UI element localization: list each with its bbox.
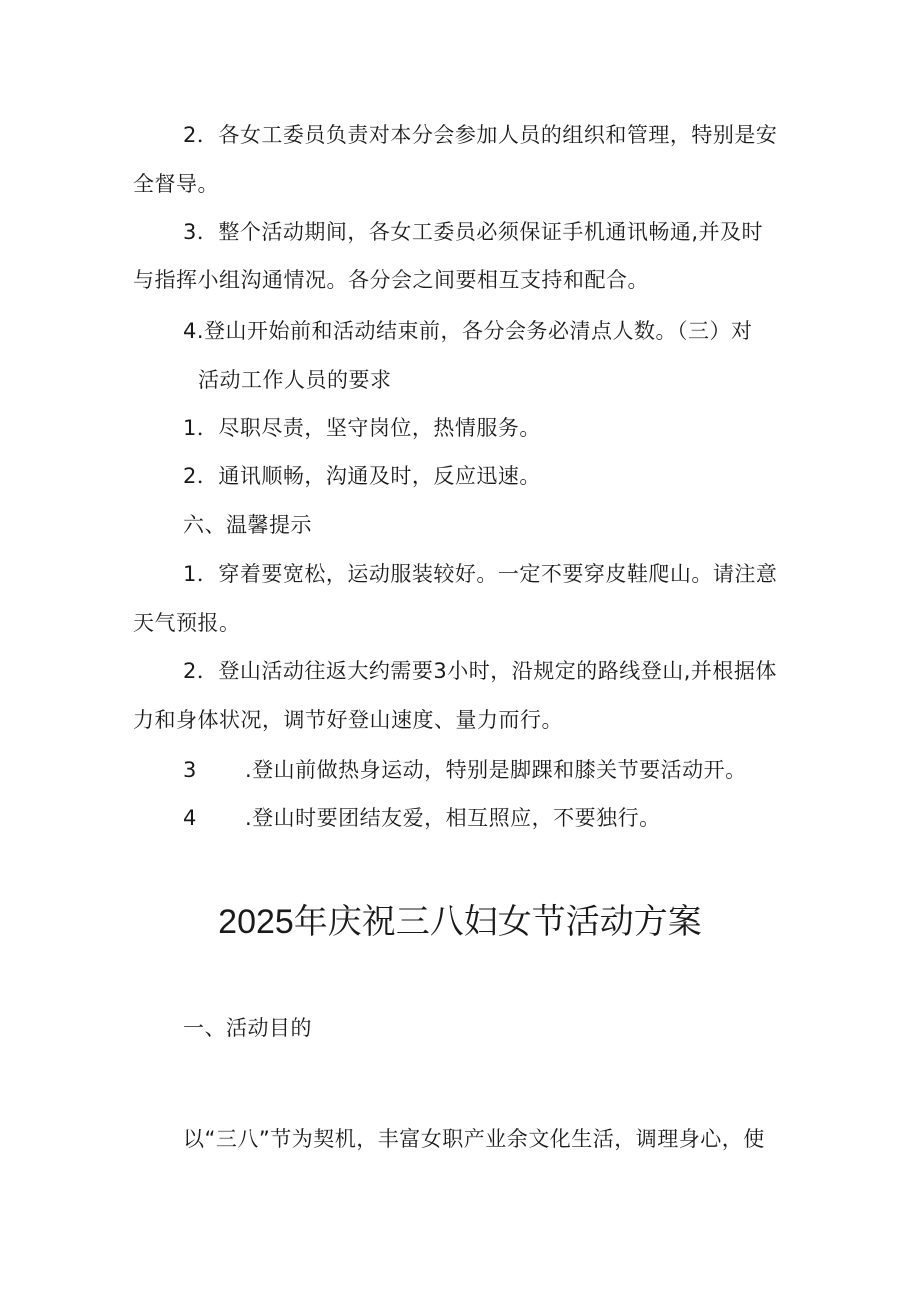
list-number: 2 bbox=[183, 123, 197, 147]
paragraph-line bbox=[183, 657, 777, 685]
paragraph-line bbox=[133, 706, 563, 734]
paragraph-line bbox=[183, 317, 753, 345]
paragraph-line bbox=[183, 218, 763, 246]
paragraph-line bbox=[183, 804, 661, 832]
paragraph-text: .登山时要团结友爱，相互照应，不要独行。 bbox=[245, 806, 661, 830]
paragraph-text: 六、温馨提示 bbox=[183, 513, 312, 537]
list-number: 3 bbox=[183, 220, 197, 244]
section-heading bbox=[183, 511, 312, 539]
paragraph-text: 全督导。 bbox=[133, 172, 219, 196]
paragraph-line bbox=[198, 366, 392, 394]
paragraph-line bbox=[183, 462, 541, 490]
list-number: 4 bbox=[183, 806, 197, 830]
list-number: 1 bbox=[183, 416, 197, 440]
paragraph-text: 活动工作人员的要求 bbox=[198, 368, 392, 392]
paragraph-text: 与指挥小组沟通情况。各分会之间要相互支持和配合。 bbox=[133, 268, 649, 292]
list-number: 1 bbox=[183, 562, 197, 586]
paragraph-text: ．各女工委员负责对本分会参加人员的组织和管理，特别是安 bbox=[196, 123, 778, 147]
paragraph-text: 4.登山开始前和活动结束前，各分会务必清点人数。（三）对 bbox=[183, 319, 753, 343]
paragraph-line bbox=[183, 560, 777, 588]
paragraph-text: ．穿着要宽松，运动服装较好。一定不要穿皮鞋爬山。请注意 bbox=[196, 562, 778, 586]
paragraph-line bbox=[183, 756, 747, 784]
section-heading: 一、活动目的 bbox=[183, 1016, 312, 1040]
paragraph-line: 以“三八”节为契机，丰富女职产业余文化生活，调理身心，使 bbox=[183, 1127, 765, 1151]
paragraph-line bbox=[133, 170, 219, 198]
paragraph-text: ．整个活动期间，各女工委员必须保证手机通讯畅通,并及时 bbox=[196, 220, 764, 244]
paragraph-text: 天气预报。 bbox=[133, 611, 241, 635]
paragraph-text: .登山前做热身运动，特别是脚踝和膝关节要活动开。 bbox=[245, 758, 747, 782]
paragraph-text: ．通讯顺畅，沟通及时，反应迅速。 bbox=[196, 464, 541, 488]
list-number: 2 bbox=[183, 659, 197, 683]
paragraph-line bbox=[133, 266, 649, 294]
paragraph-line bbox=[183, 121, 777, 149]
paragraph-line bbox=[133, 609, 241, 637]
list-number: 2 bbox=[183, 464, 197, 488]
document-title: 2025年庆祝三八妇女节活动方案 bbox=[218, 903, 702, 941]
paragraph-text: ．登山活动往返大约需要3小时，沿规定的路线登山,并根据体 bbox=[196, 659, 777, 683]
paragraph-text: ．尽职尽责，坚守岗位，热情服务。 bbox=[196, 416, 541, 440]
paragraph-text: 力和身体状况，调节好登山速度、量力而行。 bbox=[133, 708, 563, 732]
list-number: 3 bbox=[183, 758, 197, 782]
paragraph-line bbox=[183, 414, 541, 442]
